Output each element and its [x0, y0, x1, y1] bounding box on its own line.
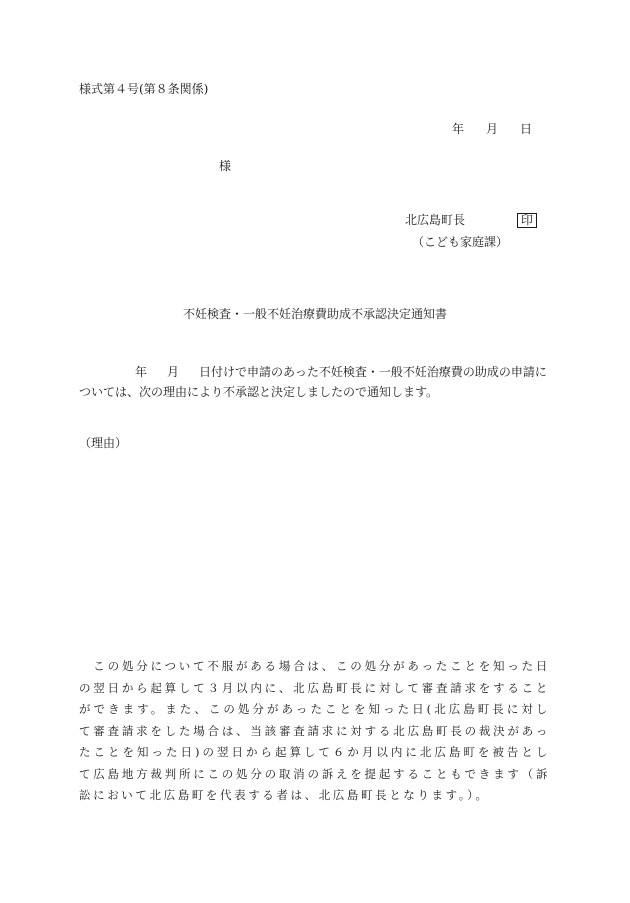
form-number: 様式第４号(第８条関係) — [79, 82, 209, 96]
issuer-line — [405, 211, 537, 228]
body-month-label: 月 — [167, 365, 180, 379]
date-line — [452, 120, 532, 137]
appeal-notice — [79, 656, 550, 807]
issuer-name: 北広島町長 — [405, 213, 466, 227]
date-year-label: 年 — [452, 122, 465, 136]
date-month-label: 月 — [486, 122, 499, 136]
date-day-label: 日 — [520, 122, 533, 136]
document-title: 不妊検査・一般不妊治療費助成不承認決定通知書 — [182, 307, 447, 321]
issuer-department: （こども家庭課） — [412, 235, 509, 249]
reason-label: （理由） — [79, 436, 128, 450]
seal-box: 印 — [517, 213, 537, 228]
body-year-label: 年 — [135, 365, 148, 379]
addressee-suffix: 様 — [219, 159, 232, 173]
body-text: 日付けで申請のあった不妊検査・一般不妊治療費の助成の申請については、次の理由により不承認と決定しましたので通知します。 — [79, 365, 547, 399]
body-paragraph — [79, 362, 549, 402]
appeal-notice-text: この処分について不服がある場合は、この処分があったことを知った日の翌日から起算して３月以内に、北広島町長に対して審査請求をすることができます。また、この処分があったことを知った日(北広島町長に対して審査請求をした場合は、当該審査請求に対する北広島町長の裁決があったことを知った日)の翌日から起算して６か月以内に北広島町を被告として広島地方裁判所にこの処分の取消の訴えを提起することもできます（訴訟において北広島町を代表する者は、北広島町長となります。）。 — [79, 659, 550, 802]
